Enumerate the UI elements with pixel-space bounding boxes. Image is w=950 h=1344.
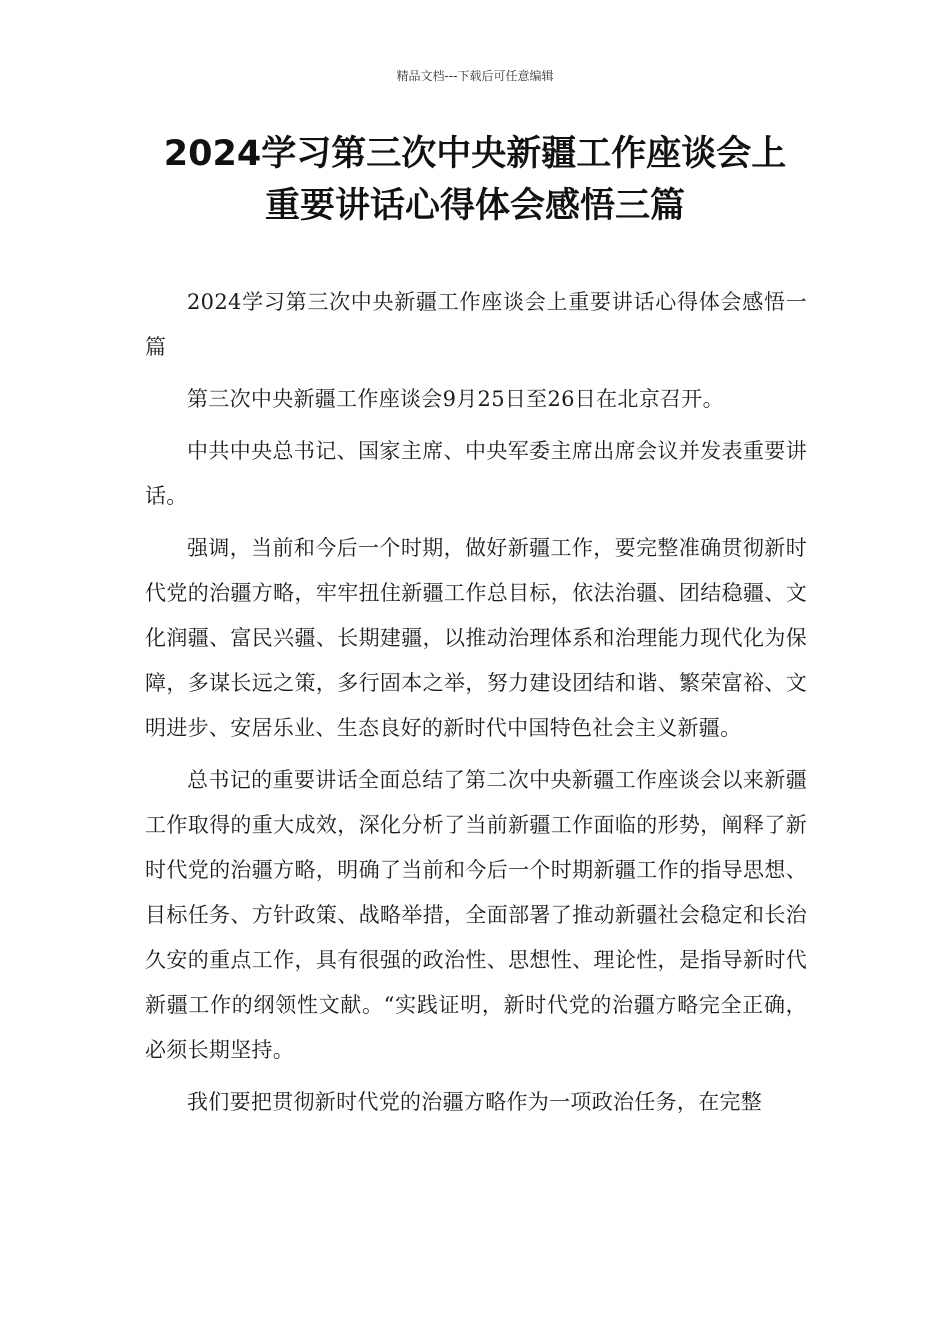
paragraph: 总书记的重要讲话全面总结了第二次中央新疆工作座谈会以来新疆工作取得的重大成效，深化分析了当前新疆工作面临的形势，阐释了新时代党的治疆方略，明确了当前和今后一个时期新疆工作的指导思想、目标任务、方针政策、战略举措，全面部署了推动新疆社会稳定和长治久安的重点工作，具有很强的政治性、思想性、理论性，是指导新时代新疆工作的纲领性文献。“实践证明，新时代党的治疆方略完全正确，必须长期坚持。 <box>145 768 807 1062</box>
paragraph: 第三次中央新疆工作座谈会9月25日至26日在北京召开。 <box>187 387 724 411</box>
document-title <box>120 128 830 232</box>
title-line-2: 重要讲话心得体会感悟三篇 <box>264 186 685 226</box>
paragraph: 我们要把贯彻新时代党的治疆方略作为一项政治任务，在完整 <box>187 1090 763 1114</box>
paragraph: 中共中央总书记、国家主席、中央军委主席出席会议并发表重要讲话。 <box>145 439 807 508</box>
body-text <box>145 280 807 1132</box>
paragraph: 强调，当前和今后一个时期，做好新疆工作，要完整准确贯彻新时代党的治疆方略，牢牢扭住新疆工作总目标，依法治疆、团结稳疆、文化润疆、富民兴疆、长期建疆，以推动治理体系和治理能力现代化为保障，多谋长远之策，多行固本之举，努力建设团结和谐、繁荣富裕、文明进步、安居乐业、生态良好的新时代中国特色社会主义新疆。 <box>145 536 807 740</box>
title-line-1: 2024学习第三次中央新疆工作座谈会上 <box>163 134 787 174</box>
header-note: 精品文档---下载后可任意编辑 <box>396 69 554 83</box>
paragraph: 2024学习第三次中央新疆工作座谈会上重要讲话心得体会感悟一篇 <box>145 290 807 359</box>
